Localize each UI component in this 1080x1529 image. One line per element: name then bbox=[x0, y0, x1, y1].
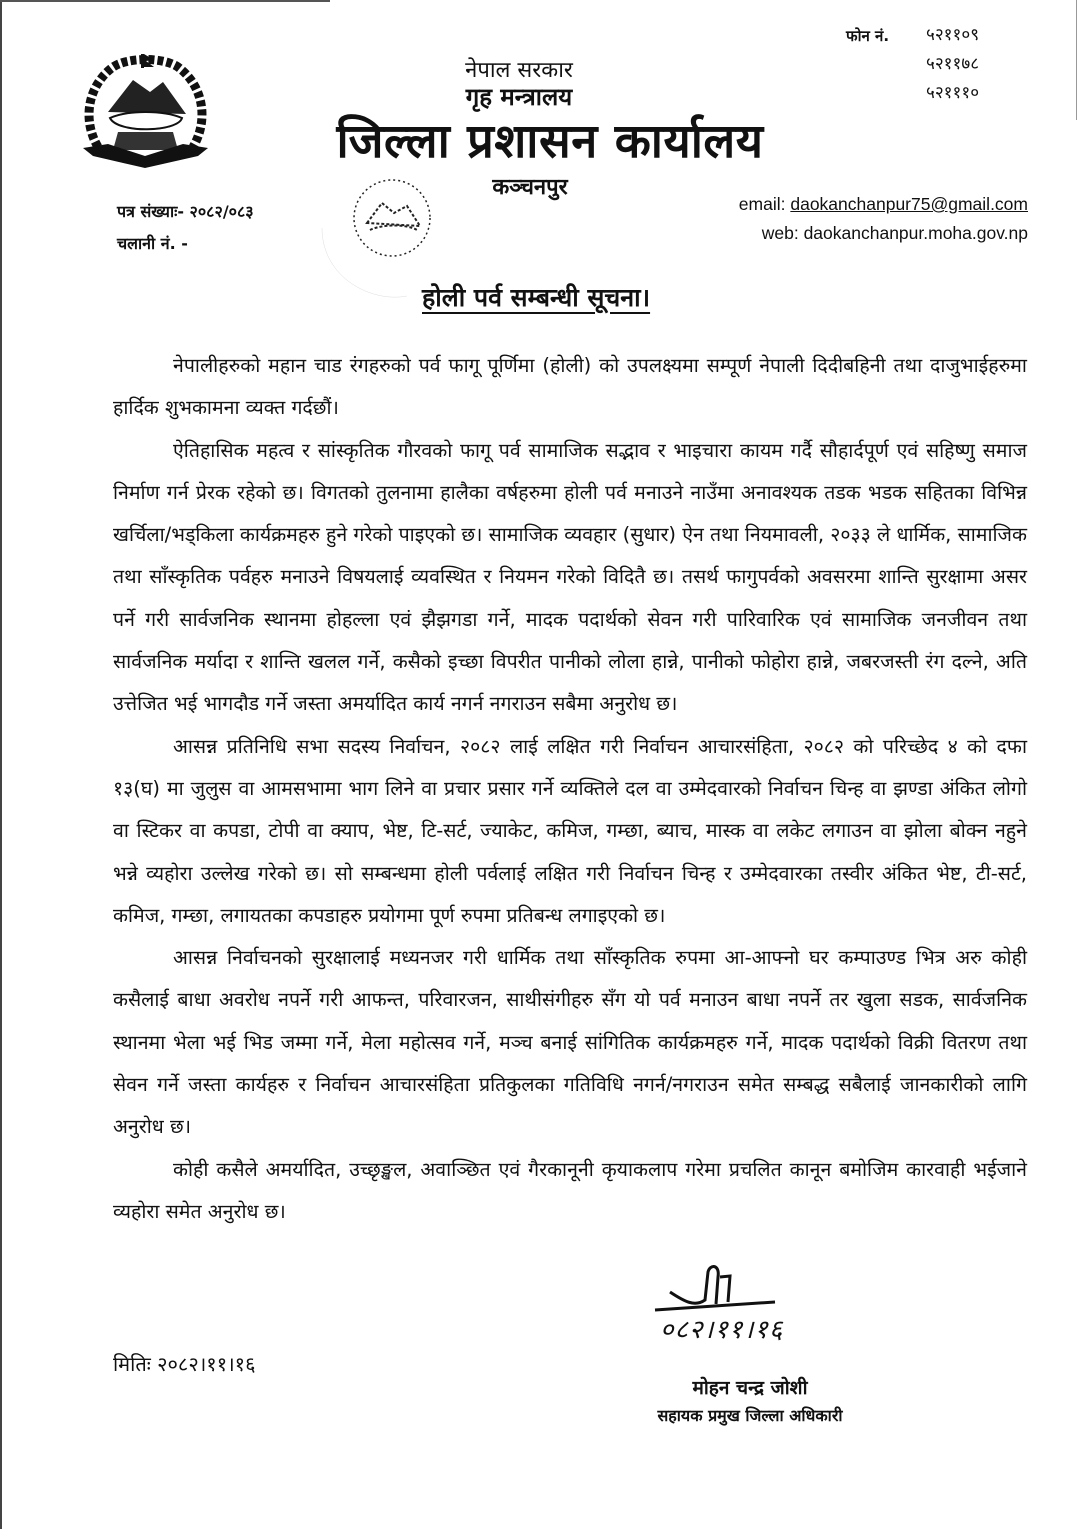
web-line bbox=[739, 219, 1028, 248]
email-link[interactable]: daokanchanpur75@gmail.com bbox=[790, 194, 1028, 214]
reference-block bbox=[117, 196, 254, 260]
district-name: कञ्चनपुर bbox=[492, 175, 568, 200]
body-paragraph: आसन्न प्रतिनिधि सभा सदस्य निर्वाचन, २०८२ लाई लक्षित गरी निर्वाचन आचारसंहिता, २०८२ को परिच्छेद ४ को दफा १३(घ) मा जुलुस वा आमसभामा भाग लिने वा प्रचार प्रसार गर्ने व्यक्तिले दल वा उम्मेदवारको निर्वाचन चिन्ह वा झण्डा अंकित लोगो वा स्टिकर वा कपडा, टोपी वा क्याप, भेष्ट, टि-सर्ट, ज्याकेट, कमिज, गम्छा, ब्याच, मास्क वा लकेट लगाउन वा झोला बोक्न नहुने भन्ने व्यहोरा उल्लेख गरेको छ। सो सम्बन्धमा होली पर्वलाई लक्षित गरी निर्वाचन चिन्ह र उम्मेदवारका तस्वीर अंकित भेष्ट, टी-सर्ट, कमिज, गम्छा, लगायतका कपडाहरु प्रयोगमा पूर्ण रुपमा प्रतिबन्ध लगाइएको छ। bbox=[113, 734, 1027, 927]
notice-subject: होली पर्व सम्बन्धी सूचना। bbox=[422, 283, 651, 312]
email-line bbox=[739, 190, 1028, 219]
notice-body bbox=[113, 345, 1027, 1233]
signature-date: ०८२।११।१६ bbox=[660, 1315, 784, 1345]
body-paragraph: नेपालीहरुको महान चाड रंगहरुको पर्व फागू पूर्णिमा (होली) को उपलक्ष्यमा सम्पूर्ण नेपाली दिदीबहिनी तथा दाजुभाईहरुमा हार्दिक शुभकामना व्यक्त गर्दछौं। bbox=[113, 354, 1027, 420]
body-paragraph: ऐतिहासिक महत्व र सांस्कृतिक गौरवको फागू पर्व सामाजिक सद्भाव र भाइचारा कायम गर्दै सौहार्दपूर्ण एवं सहिष्णु समाज निर्माण गर्न प्रेरक रहेको छ। विगतको तुलनामा हालैका वर्षहरुमा होली पर्व मनाउने नाउँमा अनावश्यक तडक भडक सहितका विभिन्न खर्चिला/भड्किला कार्यक्रमहरु हुने गरेको पाइएको छ। सामाजिक व्यवहार (सुधार) ऐन तथा नियमावली, २०३३ ले धार्मिक, सामाजिक तथा साँस्कृतिक पर्वहरु मनाउने विषयलाई व्यवस्थित र नियमन गरेको विदितै छ। तसर्थ फागुपर्वको अवसरमा शान्ति सुरक्षामा असर पर्ने गरी सार्वजनिक स्थानमा होहल्ला एवं झैझगडा गर्ने, मादक पदार्थको सेवन गरी पारिवारिक एवं सामाजिक जनजीवन तथा सार्वजनिक मर्यादा र शान्ति खलल गर्ने, कसैको इच्छा विपरीत पानीको लोला हान्ने, पानीको फोहोरा हान्ने, जबरजस्ती रंग दल्ने, अति उत्तेजित भई भागदौड गर्ने जस्ता अमर्यादित कार्य नगर्न नगराउन सबैमा अनुरोध छ। bbox=[113, 438, 1028, 716]
scan-edge bbox=[0, 0, 2, 1529]
issue-date: मितिः २०८२।११।१६ bbox=[113, 1352, 256, 1376]
nepal-emblem-icon bbox=[78, 52, 213, 174]
web-link[interactable]: daokanchanpur.moha.gov.np bbox=[803, 223, 1028, 243]
body-paragraph: कोही कसैले अमर्यादित, उच्छृङ्खल, अवाञ्छित एवं गैरकानूनी कृयाकलाप गरेमा प्रचलित कानून बमोजिम कारवाही भईजाने व्यहोरा समेत अनुरोध छ। bbox=[113, 1157, 1027, 1223]
government-name: नेपाल सरकार bbox=[465, 58, 573, 83]
signer-name: मोहन चन्द्र जोशी bbox=[692, 1377, 808, 1399]
office-name: जिल्ला प्रशासन कार्यालय bbox=[336, 114, 764, 169]
contact-block bbox=[739, 190, 1028, 248]
phone-number: ५२११७८ bbox=[926, 54, 980, 74]
signer-title: सहायक प्रमुख जिल्ला अधिकारी bbox=[657, 1406, 843, 1425]
phone-number: ५२१११० bbox=[926, 83, 980, 103]
letter-number: पत्र संख्याः- २०८२/०८३ bbox=[117, 202, 254, 221]
dispatch-number: चलानी नं. - bbox=[117, 234, 188, 253]
signatory-block bbox=[600, 1374, 900, 1430]
scan-edge bbox=[0, 0, 330, 2]
phone-number: ५२११०९ bbox=[926, 25, 980, 45]
ministry-name: गृह मन्त्रालय bbox=[465, 83, 573, 111]
phone-label: फोन नं. bbox=[846, 27, 890, 45]
scan-edge bbox=[1076, 0, 1077, 120]
body-paragraph: आसन्न निर्वाचनको सुरक्षालाई मध्यनजर गरी धार्मिक तथा साँस्कृतिक रुपमा आ-आफ्नो घर कम्पाउण्ड भित्र अरु कोही कसैलाई बाधा अवरोध नपर्ने गरी आफन्त, परिवारजन, साथीसंगीहरु सँग यो पर्व मनाउन बाधा नपर्ने तर खुला सडक, सार्वजनिक स्थानमा भेला भई भिड जम्मा गर्ने, मेला महोत्सव गर्ने, मञ्च बनाई सांगितिक कार्यक्रमहरु गर्ने, मादक पदार्थको विक्री वितरण तथा सेवन गर्ने जस्ता कार्यहरु र निर्वाचन आचारसंहिता प्रतिकुलका गतिविधि नगर्न/नगराउन समेत सम्बद्ध सबैलाई जानकारीको लागि अनुरोध छ। bbox=[113, 946, 1027, 1139]
web-label: web: bbox=[761, 223, 799, 243]
email-label: email: bbox=[738, 194, 786, 214]
